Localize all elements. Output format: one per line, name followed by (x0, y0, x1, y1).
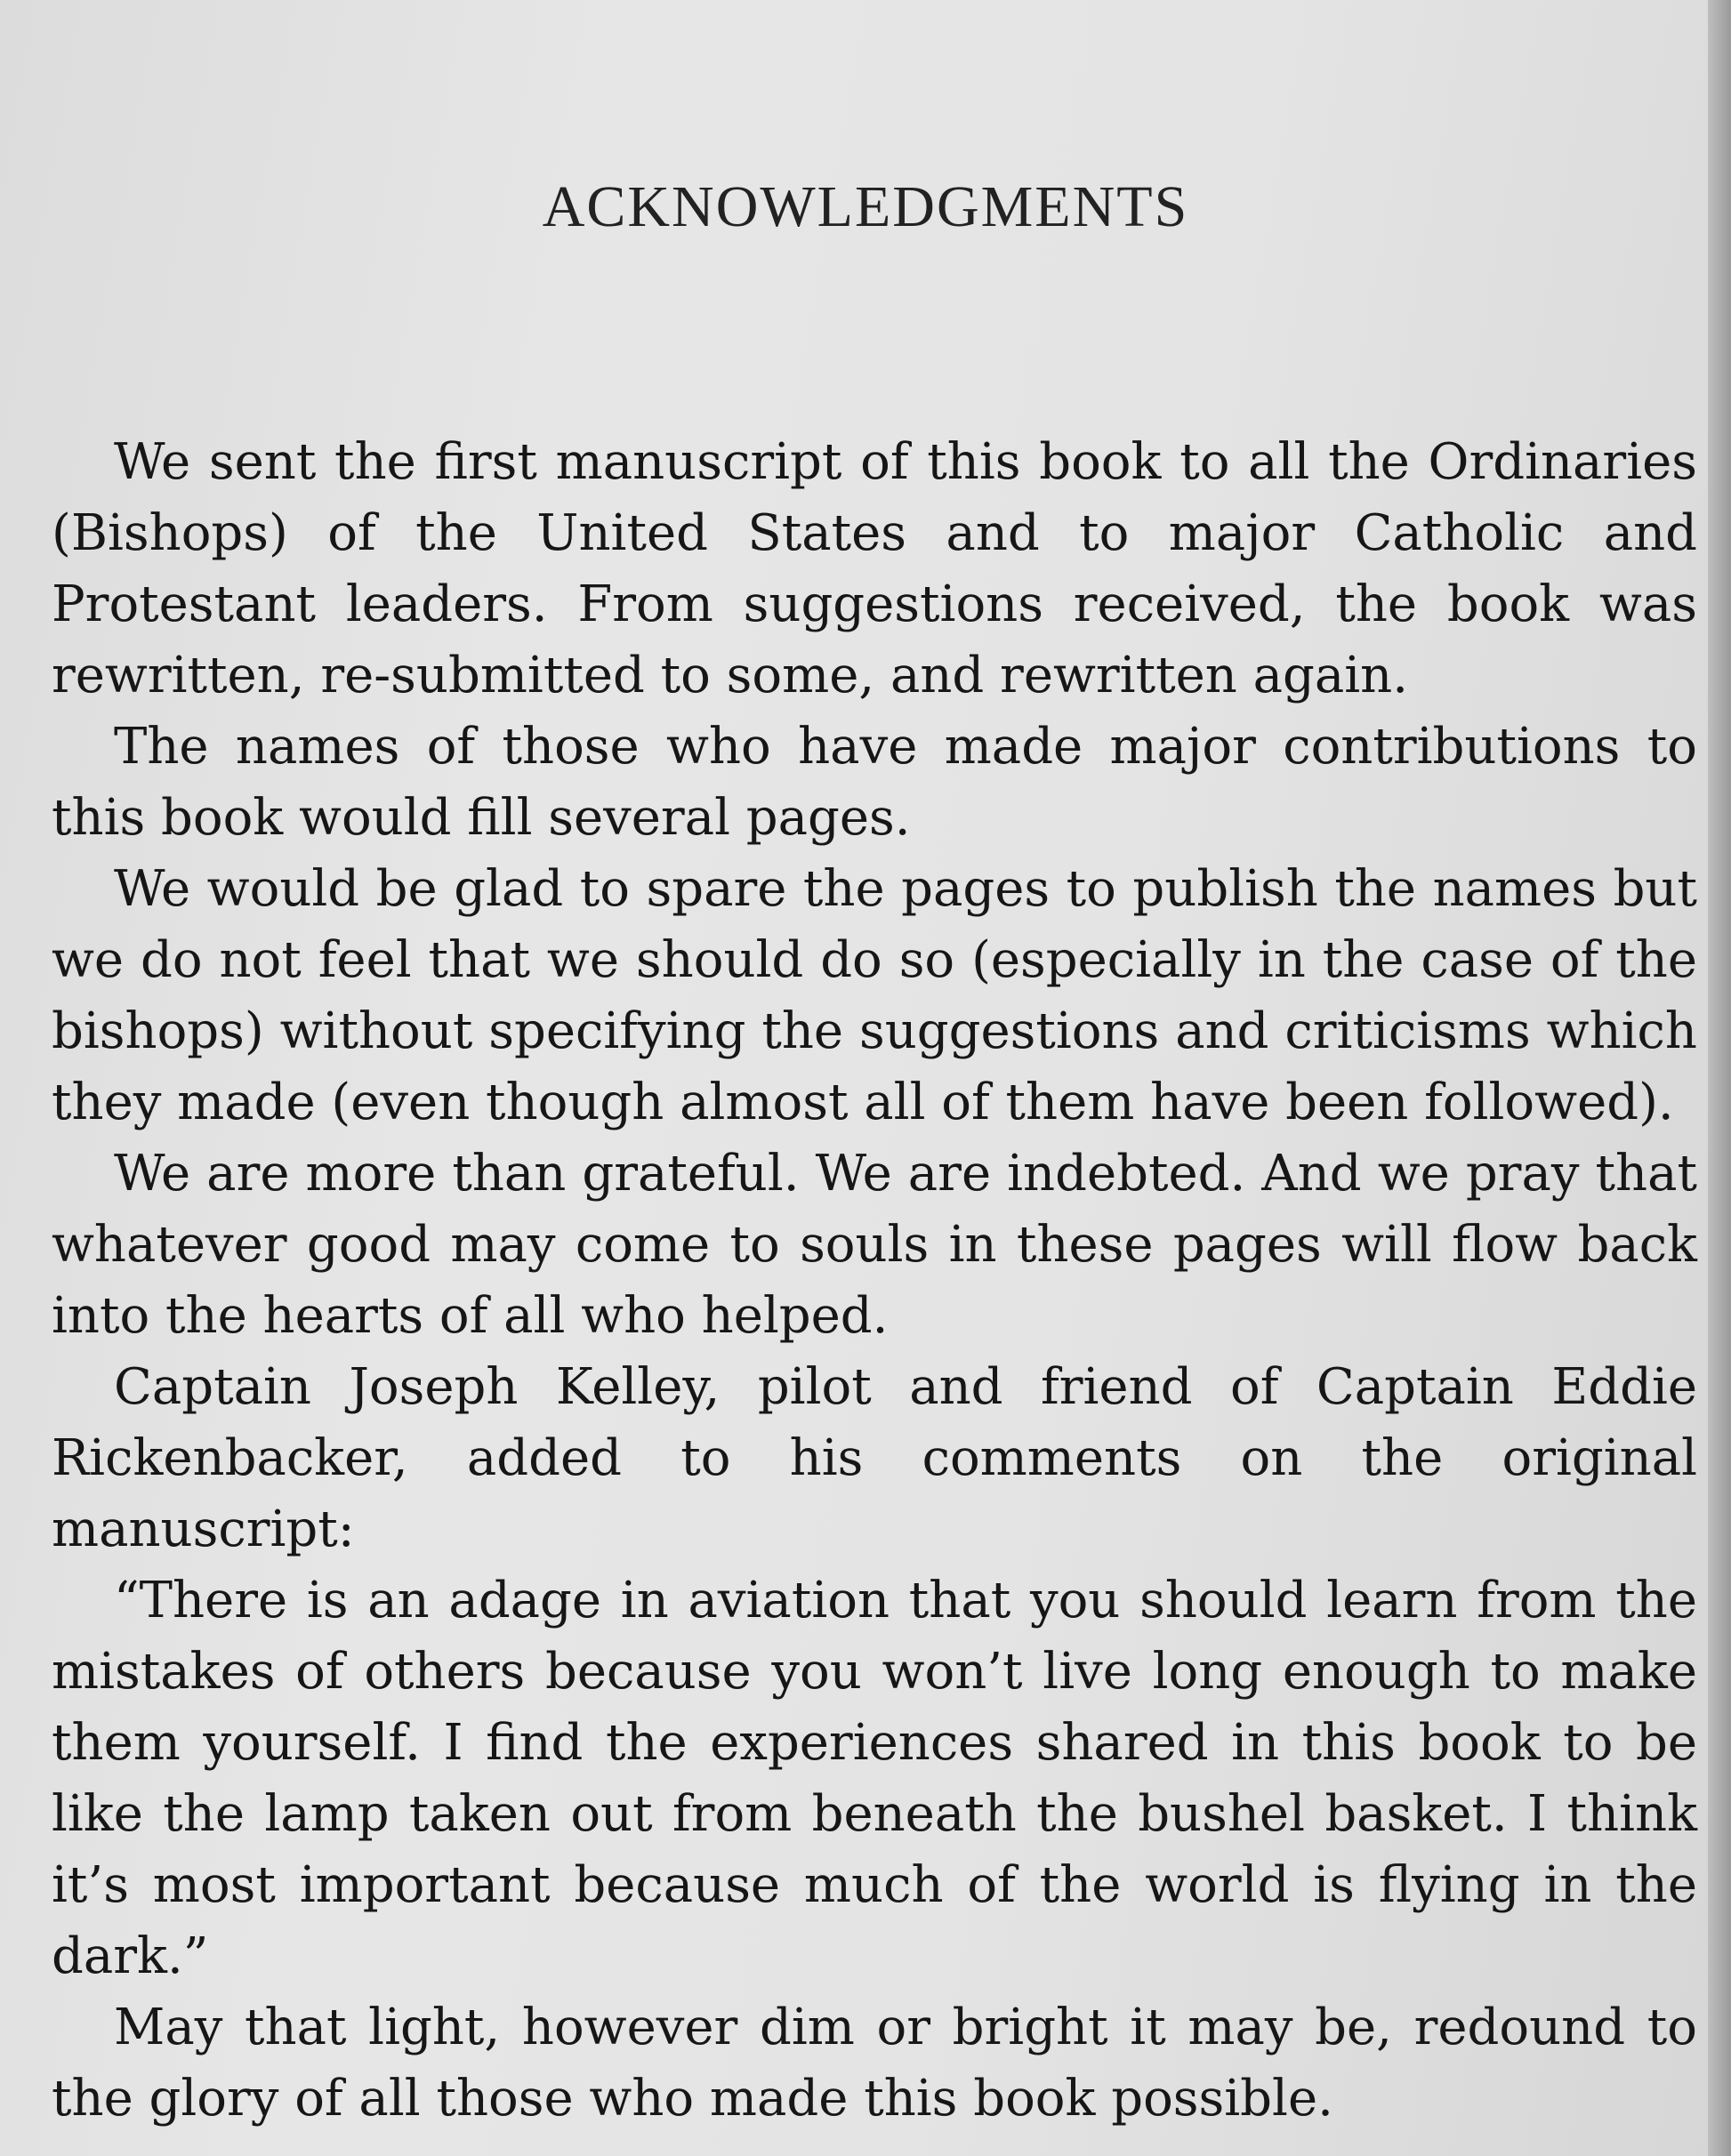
acknowledgments-body (52, 427, 1697, 2135)
paragraph-names-not-published: We would be glad to spare the pages to publish the names but we do not feel that we should do so (especially in the case of the bishops) without specifying the suggestions and criticisms which they made (even though almost all of them have been followed). (52, 860, 1697, 1131)
paragraph-gratitude: We are more than grateful. We are indebted. And we pray that whatever good may come to souls in these pages will flow back into the hearts of all who helped. (52, 1145, 1697, 1345)
page-heading: ACKNOWLEDGMENTS (542, 174, 1189, 239)
paragraph-captain-kelley: Captain Joseph Kelley, pilot and friend of Captain Eddie Rickenbacker, added to his comments on the original manuscript: (52, 1358, 1697, 1558)
page-edge-shadow (1708, 0, 1731, 2156)
paragraph-contributors: The names of those who have made major contributions to this book would fill several pages. (52, 718, 1697, 847)
paragraph-aviation-quote: “There is an adage in aviation that you should learn from the mistakes of others because you won’t live long enough to make them yourself. I find the experiences shared in this book to be like the lamp taken out from beneath the bushel basket. I think it’s most important because much of the world is flying in the dark.” (52, 1572, 1697, 1985)
paragraph-closing: May that light, however dim or bright it may be, redound to the glory of all those who made this book possible. (52, 1999, 1697, 2128)
paragraph-manuscript-sent: We sent the first manuscript of this book to all the Ordinaries (Bishops) of the United States and to major Catholic and Protestant leaders. From suggestions received, the book was rewritten, re-submitted to some, and rewritten again. (52, 433, 1697, 704)
